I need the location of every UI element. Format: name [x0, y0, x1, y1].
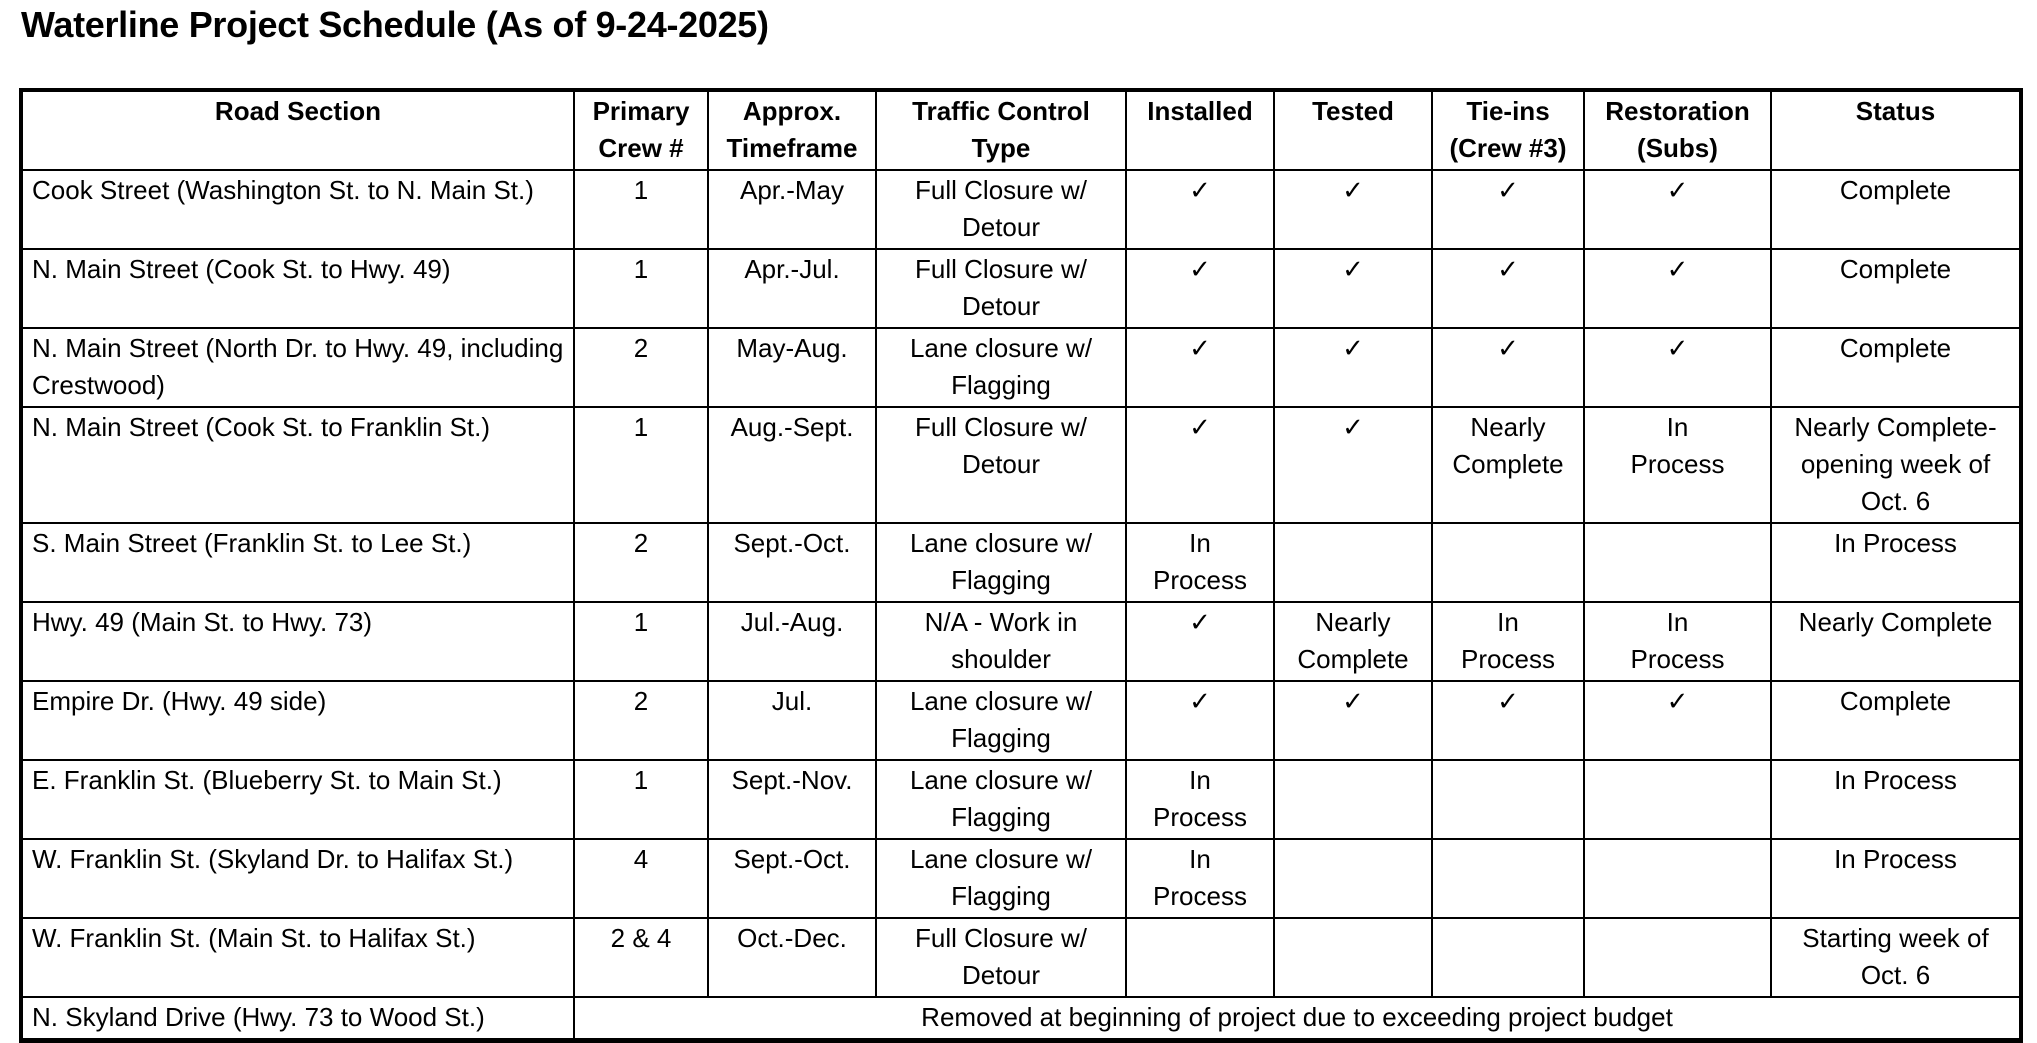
cell-road-section: W. Franklin St. (Main St. to Halifax St.): [21, 918, 574, 997]
cell-restoration: [1584, 523, 1771, 602]
col-header-restoration: Restoration (Subs): [1584, 90, 1771, 170]
cell-crew: 1: [574, 602, 708, 681]
cell-timeframe: Jul.: [708, 681, 876, 760]
cell-restoration: ✓: [1584, 328, 1771, 407]
col-header-installed: Installed: [1126, 90, 1274, 170]
cell-installed: ✓: [1126, 681, 1274, 760]
cell-crew: 1: [574, 170, 708, 249]
cell-crew: 2: [574, 681, 708, 760]
cell-timeframe: Oct.-Dec.: [708, 918, 876, 997]
schedule-table-body: [21, 170, 2021, 1041]
cell-status: In Process: [1771, 839, 2021, 918]
cell-tested: ✓: [1274, 407, 1432, 523]
cell-traffic-control: Full Closure w/ Detour: [876, 249, 1126, 328]
cell-tested: ✓: [1274, 328, 1432, 407]
cell-road-section: N. Skyland Drive (Hwy. 73 to Wood St.): [21, 997, 574, 1041]
cell-timeframe: Sept.-Oct.: [708, 523, 876, 602]
cell-status: Complete: [1771, 681, 2021, 760]
cell-crew: 1: [574, 760, 708, 839]
table-row: [21, 249, 2021, 328]
cell-timeframe: Sept.-Oct.: [708, 839, 876, 918]
footer-row: [21, 997, 2021, 1041]
table-row: [21, 760, 2021, 839]
cell-tie-ins: [1432, 523, 1584, 602]
cell-tie-ins: [1432, 918, 1584, 997]
cell-tie-ins: [1432, 839, 1584, 918]
schedule-table: [19, 88, 2023, 1043]
cell-traffic-control: Full Closure w/ Detour: [876, 170, 1126, 249]
cell-status: In Process: [1771, 760, 2021, 839]
col-header-timeframe: Approx. Timeframe: [708, 90, 876, 170]
cell-tested: [1274, 760, 1432, 839]
cell-installed: ✓: [1126, 407, 1274, 523]
cell-crew: 1: [574, 407, 708, 523]
cell-installed: ✓: [1126, 170, 1274, 249]
table-row: [21, 328, 2021, 407]
cell-installed: ✓: [1126, 328, 1274, 407]
cell-crew: 4: [574, 839, 708, 918]
cell-restoration: [1584, 760, 1771, 839]
cell-crew: 2 & 4: [574, 918, 708, 997]
table-row: [21, 170, 2021, 249]
cell-traffic-control: Lane closure w/ Flagging: [876, 523, 1126, 602]
cell-restoration: ✓: [1584, 170, 1771, 249]
cell-restoration: [1584, 839, 1771, 918]
cell-road-section: Hwy. 49 (Main St. to Hwy. 73): [21, 602, 574, 681]
col-header-status: Status: [1771, 90, 2021, 170]
cell-status: Nearly Complete: [1771, 602, 2021, 681]
cell-tie-ins: ✓: [1432, 249, 1584, 328]
cell-road-section: E. Franklin St. (Blueberry St. to Main St.): [21, 760, 574, 839]
cell-status: Starting week of Oct. 6: [1771, 918, 2021, 997]
cell-status: Complete: [1771, 249, 2021, 328]
cell-installed: ✓: [1126, 249, 1274, 328]
cell-crew: 2: [574, 328, 708, 407]
cell-restoration: In Process: [1584, 407, 1771, 523]
cell-tie-ins: Nearly Complete: [1432, 407, 1584, 523]
cell-restoration: ✓: [1584, 249, 1771, 328]
cell-tested: ✓: [1274, 170, 1432, 249]
cell-timeframe: Apr.-May: [708, 170, 876, 249]
cell-timeframe: Sept.-Nov.: [708, 760, 876, 839]
cell-installed: [1126, 918, 1274, 997]
cell-restoration: In Process: [1584, 602, 1771, 681]
cell-timeframe: Jul.-Aug.: [708, 602, 876, 681]
cell-crew: 1: [574, 249, 708, 328]
cell-traffic-control: Full Closure w/ Detour: [876, 918, 1126, 997]
col-header-primary-crew: Primary Crew #: [574, 90, 708, 170]
cell-status: In Process: [1771, 523, 2021, 602]
cell-status: Complete: [1771, 328, 2021, 407]
cell-tested: ✓: [1274, 249, 1432, 328]
cell-road-section: Cook Street (Washington St. to N. Main St.): [21, 170, 574, 249]
cell-restoration: [1584, 918, 1771, 997]
cell-tie-ins: [1432, 760, 1584, 839]
cell-installed: In Process: [1126, 523, 1274, 602]
col-header-traffic-control: Traffic Control Type: [876, 90, 1126, 170]
cell-status: Nearly Complete- opening week of Oct. 6: [1771, 407, 2021, 523]
cell-traffic-control: Lane closure w/ Flagging: [876, 681, 1126, 760]
cell-traffic-control: N/A - Work in shoulder: [876, 602, 1126, 681]
table-row: [21, 681, 2021, 760]
cell-tested: Nearly Complete: [1274, 602, 1432, 681]
cell-tested: [1274, 839, 1432, 918]
cell-traffic-control: Full Closure w/ Detour: [876, 407, 1126, 523]
cell-traffic-control: Lane closure w/ Flagging: [876, 760, 1126, 839]
cell-installed: ✓: [1126, 602, 1274, 681]
col-header-tie-ins: Tie-ins (Crew #3): [1432, 90, 1584, 170]
cell-tie-ins: In Process: [1432, 602, 1584, 681]
page-title: Waterline Project Schedule (As of 9-24-2025): [21, 4, 769, 45]
cell-installed: In Process: [1126, 839, 1274, 918]
table-row: [21, 523, 2021, 602]
cell-road-section: N. Main Street (Cook St. to Hwy. 49): [21, 249, 574, 328]
cell-road-section: S. Main Street (Franklin St. to Lee St.): [21, 523, 574, 602]
cell-restoration: ✓: [1584, 681, 1771, 760]
cell-timeframe: Apr.-Jul.: [708, 249, 876, 328]
cell-status: Complete: [1771, 170, 2021, 249]
cell-crew: 2: [574, 523, 708, 602]
cell-road-section: W. Franklin St. (Skyland Dr. to Halifax St.): [21, 839, 574, 918]
header-row: [21, 90, 2021, 170]
table-row: [21, 407, 2021, 523]
cell-tested: ✓: [1274, 681, 1432, 760]
cell-road-section: N. Main Street (Cook St. to Franklin St.): [21, 407, 574, 523]
col-header-tested: Tested: [1274, 90, 1432, 170]
cell-road-section: Empire Dr. (Hwy. 49 side): [21, 681, 574, 760]
table-row: [21, 918, 2021, 997]
cell-tie-ins: ✓: [1432, 681, 1584, 760]
cell-timeframe: May-Aug.: [708, 328, 876, 407]
cell-tested: [1274, 918, 1432, 997]
cell-timeframe: Aug.-Sept.: [708, 407, 876, 523]
cell-traffic-control: Lane closure w/ Flagging: [876, 839, 1126, 918]
table-row: [21, 839, 2021, 918]
cell-road-section: N. Main Street (North Dr. to Hwy. 49, including Crestwood): [21, 328, 574, 407]
cell-tie-ins: ✓: [1432, 170, 1584, 249]
col-header-road-section: Road Section: [21, 90, 574, 170]
table-row: [21, 602, 2021, 681]
cell-tested: [1274, 523, 1432, 602]
cell-tie-ins: ✓: [1432, 328, 1584, 407]
cell-removed-note: Removed at beginning of project due to exceeding project budget: [574, 997, 2021, 1041]
cell-installed: In Process: [1126, 760, 1274, 839]
cell-traffic-control: Lane closure w/ Flagging: [876, 328, 1126, 407]
